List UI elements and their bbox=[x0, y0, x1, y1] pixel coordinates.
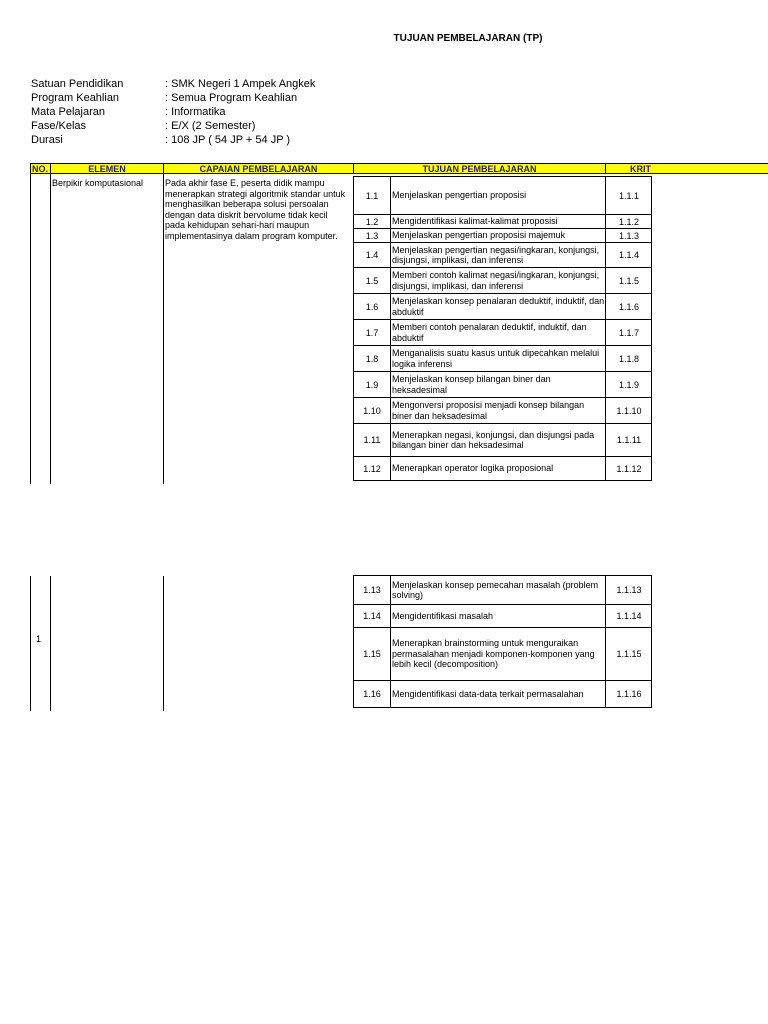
table-row bbox=[353, 294, 652, 320]
table-row bbox=[353, 628, 652, 681]
tp-number: 1.9 bbox=[354, 372, 391, 397]
table-row bbox=[353, 176, 652, 215]
table-row bbox=[353, 681, 652, 708]
tp-description: Menjelaskan konsep penalaran deduktif, induktif, dan abduktif bbox=[391, 294, 606, 319]
meta-value: : SMK Negeri 1 Ampek Angkek bbox=[165, 78, 316, 90]
tp-kriteria: 1.1.12 bbox=[616, 463, 642, 474]
column-divider bbox=[163, 174, 164, 484]
tp-description: Menerapkan brainstorming untuk menguraikan permasalahan menjadi komponen-komponen yang lebih kecil (decomposition) bbox=[391, 628, 606, 680]
meta-row-durasi bbox=[31, 133, 315, 147]
tp-number: 1.8 bbox=[354, 346, 391, 371]
header-capaian: CAPAIAN PEMBELAJARAN bbox=[163, 163, 354, 174]
tp-kriteria: 1.1.11 bbox=[616, 435, 642, 445]
tp-number: 1.3 bbox=[354, 229, 391, 242]
header-tujuan: TUJUAN PEMBELAJARAN bbox=[353, 163, 606, 174]
table-row bbox=[353, 457, 652, 481]
tp-kriteria: 1.1.8 bbox=[618, 353, 640, 364]
tp-description: Memberi contoh penalaran deduktif, induktif, dan abduktif bbox=[391, 320, 606, 345]
tp-description: Mengonversi proposisi menjadi konsep bilangan biner dan heksadesimal bbox=[391, 398, 606, 423]
meta-value: : Semua Program Keahlian bbox=[165, 92, 298, 104]
tp-number: 1.2 bbox=[354, 215, 391, 228]
tp-description: Mengidentifikasi kalimat-kalimat proposisi bbox=[391, 215, 606, 228]
table-row bbox=[353, 424, 652, 457]
tp-kriteria: 1.1.4 bbox=[618, 250, 640, 260]
table-row bbox=[353, 575, 652, 605]
meta-label: Program Keahlian bbox=[31, 92, 120, 104]
meta-label: Mata Pelajaran bbox=[31, 106, 105, 118]
tp-kriteria: 1.1.16 bbox=[616, 689, 642, 699]
page-title: TUJUAN PEMBELAJARAN (TP) bbox=[393, 33, 543, 44]
meta-value: : E/X (2 Semester) bbox=[165, 120, 256, 132]
meta-value: : Informatika bbox=[165, 106, 226, 118]
header-elemen: ELEMEN bbox=[50, 163, 164, 174]
meta-label: Fase/Kelas bbox=[31, 120, 87, 132]
tp-kriteria: 1.1.14 bbox=[616, 611, 642, 621]
table-row bbox=[353, 372, 652, 398]
tp-description: Menerapkan negasi, konjungsi, dan disjungsi pada bilangan biner dan heksadesimal bbox=[391, 424, 606, 456]
tp-kriteria: 1.1.5 bbox=[618, 275, 640, 286]
tp-description: Menjelaskan pengertian proposisi majemuk bbox=[391, 229, 606, 242]
meta-row-program bbox=[31, 91, 315, 105]
document-meta bbox=[31, 77, 315, 147]
table-row bbox=[353, 346, 652, 372]
tp-description: Menjelaskan pengertian negasi/ingkaran, konjungsi, disjungsi, implikasi, dan inferensi bbox=[391, 243, 606, 267]
column-divider bbox=[163, 576, 164, 711]
table-row bbox=[353, 268, 652, 294]
tp-kriteria: 1.1.15 bbox=[616, 649, 642, 659]
tp-kriteria: 1.1.7 bbox=[618, 327, 640, 338]
tp-number: 1.14 bbox=[354, 605, 391, 627]
meta-row-satuan bbox=[31, 77, 315, 91]
tp-number: 1.12 bbox=[354, 457, 391, 480]
tp-kriteria: 1.1.9 bbox=[618, 379, 640, 390]
tp-description: Menganalisis suatu kasus untuk dipecahkan melalui logika inferensi bbox=[391, 346, 606, 371]
tp-number: 1.4 bbox=[354, 243, 391, 267]
tp-kriteria: 1.1.2 bbox=[618, 216, 640, 227]
tp-number: 1.15 bbox=[354, 628, 391, 680]
header-kriteria: KRIT bbox=[605, 163, 768, 174]
tp-kriteria: 1.1.10 bbox=[616, 405, 642, 416]
tp-number: 1.6 bbox=[354, 294, 391, 319]
tp-number: 1.16 bbox=[354, 681, 391, 707]
tp-kriteria: 1.1.13 bbox=[616, 585, 642, 595]
table-row bbox=[353, 215, 652, 229]
tp-number: 1.1 bbox=[354, 177, 391, 214]
tp-description: Memberi contoh kalimat negasi/ingkaran, konjungsi, disjungsi, implikasi, dan inferensi bbox=[391, 268, 606, 293]
meta-label: Satuan Pendidikan bbox=[31, 78, 124, 90]
tp-kriteria: 1.1.3 bbox=[618, 230, 640, 241]
table-row bbox=[353, 229, 652, 243]
column-divider bbox=[30, 576, 31, 711]
column-divider bbox=[30, 174, 31, 484]
tp-number: 1.11 bbox=[354, 424, 391, 456]
tp-kriteria: 1.1.1 bbox=[618, 190, 640, 201]
tp-description: Menjelaskan konsep bilangan biner dan heksadesimal bbox=[391, 372, 606, 397]
header-no: NO. bbox=[30, 163, 51, 174]
meta-row-mapel bbox=[31, 105, 315, 119]
tp-number: 1.10 bbox=[354, 398, 391, 423]
elemen-text: Berpikir komputasional bbox=[52, 178, 144, 188]
row-number: 1 bbox=[36, 634, 42, 644]
column-divider bbox=[50, 576, 51, 711]
table-row bbox=[353, 398, 652, 424]
tp-description: Menjelaskan pengertian proposisi bbox=[391, 177, 606, 214]
tp-number: 1.7 bbox=[354, 320, 391, 345]
tp-kriteria: 1.1.6 bbox=[618, 301, 640, 312]
meta-row-fase bbox=[31, 119, 315, 133]
meta-label: Durasi bbox=[31, 134, 63, 146]
tp-description: Mengidentifikasi masalah bbox=[391, 605, 606, 627]
table-row bbox=[353, 320, 652, 346]
tp-number: 1.13 bbox=[354, 576, 391, 604]
tp-number: 1.5 bbox=[354, 268, 391, 293]
table-row bbox=[353, 243, 652, 268]
tp-description: Menerapkan operator logika proposional bbox=[391, 457, 606, 480]
capaian-text: Pada akhir fase E, peserta didik mampu menerapkan strategi algoritmik standar untuk menghasilkan beberapa solusi persoalan dengan data diskrit bervolume tidak kecil pada kehidupan sehari-hari maupun implementasinya dalam program komputer. bbox=[165, 178, 346, 241]
column-divider bbox=[50, 174, 51, 484]
tp-description: Mengidentifikasi data-data terkait permasalahan bbox=[391, 681, 606, 707]
tp-description: Menjelaskan konsep pemecahan masalah (problem solving) bbox=[391, 576, 606, 604]
meta-value: : 108 JP ( 54 JP + 54 JP ) bbox=[165, 134, 291, 146]
table-row bbox=[353, 605, 652, 628]
